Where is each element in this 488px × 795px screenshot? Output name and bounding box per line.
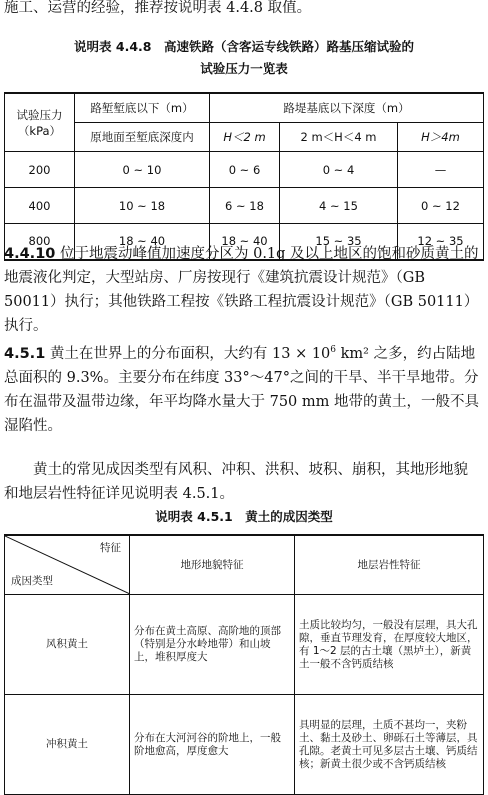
table-cell: — [398, 152, 484, 188]
header-h3: H＞4m [398, 123, 484, 152]
table1-caption: 说明表 4.4.8 高速铁路（含客运专线铁路）路基压缩试验的 [74, 39, 414, 54]
table2-caption: 说明表 4.5.1 黄土的成因类型 [155, 509, 333, 524]
table-cell: 18 ~ 40 [210, 224, 280, 260]
table-cell: 4 ~ 15 [280, 188, 398, 224]
table-cell: 风积黄土 [5, 595, 130, 695]
table-cell: 0 ~ 4 [280, 152, 398, 188]
paragraph-text-cont: km² 之多，约占陆地总面积的 9.3%。主要分布在纬度 33°～47°之间的干旱、半干旱地带。分布在温带及温带边缘，年平均降水量大于 750 mm 地带的黄土，一般不具湿陷性。 [4, 345, 479, 434]
paragraph-4-4-10 [4, 242, 482, 338]
header-cutting-sub: 原地面至堑底深度内 [75, 123, 210, 152]
table-cell: 15 ~ 35 [280, 224, 398, 260]
section-number: 4.4.10 [4, 246, 56, 262]
pressure-table [4, 92, 484, 261]
header-h2: 2 m＜H＜4 m [280, 123, 398, 152]
table1-caption-line2: 试验压力一览表 [200, 61, 288, 76]
table-cell: 0 ~ 6 [210, 152, 280, 188]
table-cell: 12 ~ 35 [398, 224, 484, 260]
loess-types-table [4, 534, 484, 795]
paragraph-4-5-1 [4, 338, 482, 438]
intro-line: 施工、运营的经验，推荐按说明表 4.4.8 取值。 [4, 0, 312, 16]
paragraph-text: 黄土在世界上的分布面积，大约有 13 × 10 [49, 345, 331, 362]
header-lithology: 地层岩性特征 [295, 535, 484, 595]
table-cell: 具明显的层理，土质不甚均一，夹粉土、黏土及砂土、卵砾石土等薄层，具孔隙。老黄土可见多层古土壤、钙质结核；新黄土很少或不含钙质结核 [295, 695, 484, 795]
table-cell: 冲积黄土 [5, 695, 130, 795]
table-cell: 6 ~ 18 [210, 188, 280, 224]
header-embankment: 路堤基底以下深度（m） [210, 93, 484, 123]
table-cell: 18 ~ 40 [75, 224, 210, 260]
table-cell: 0 ~ 12 [398, 188, 484, 224]
table-cell: 土质比较均匀，一般没有层理，具大孔隙，垂直节理发育，在厚度较大地区，有 1～2 层的古土壤（黑垆土），新黄土一般不含钙质结核 [295, 595, 484, 695]
table-cell: 200 [5, 152, 75, 188]
paragraph-text: 位于地震动峰值加速度分区为 0.1g 及以上地区的饱和砂质黄土的地震液化判定，大型站房、厂房按现行《建筑抗震设计规范》（GB 50011）执行；其他铁路工程按《铁路工程抗震设计规范》（GB 50111）执行。 [4, 246, 479, 334]
section-number: 4.5.1 [4, 345, 46, 362]
table-cell: 800 [5, 224, 75, 260]
table-cell: 400 [5, 188, 75, 224]
table-cell: 0 ~ 10 [75, 152, 210, 188]
header-type: 成因类型 [11, 575, 53, 587]
table-cell: 分布在大河河谷的阶地上，一般阶地愈高，厚度愈大 [130, 695, 295, 795]
header-pressure: 试验压力 （kPa） [5, 93, 75, 152]
table-cell: 分布在黄土高原、高阶地的顶部（特别是分水岭地带）和山坡上，堆积厚度大 [130, 595, 295, 695]
paragraph-types: 黄土的常见成因类型有风积、冲积、洪积、坡积、崩积，其地形地貌和地层岩性特征详见说明表 4.5.1。 [4, 462, 468, 502]
diagonal-header [5, 535, 130, 595]
table-cell: 10 ~ 18 [75, 188, 210, 224]
header-h1: H＜2 m [210, 123, 280, 152]
header-feature: 特征 [100, 542, 121, 554]
header-cutting: 路堑堑底以下（m） [75, 93, 210, 123]
superscript: 6 [330, 345, 337, 355]
header-landform: 地形地貌特征 [130, 535, 295, 595]
